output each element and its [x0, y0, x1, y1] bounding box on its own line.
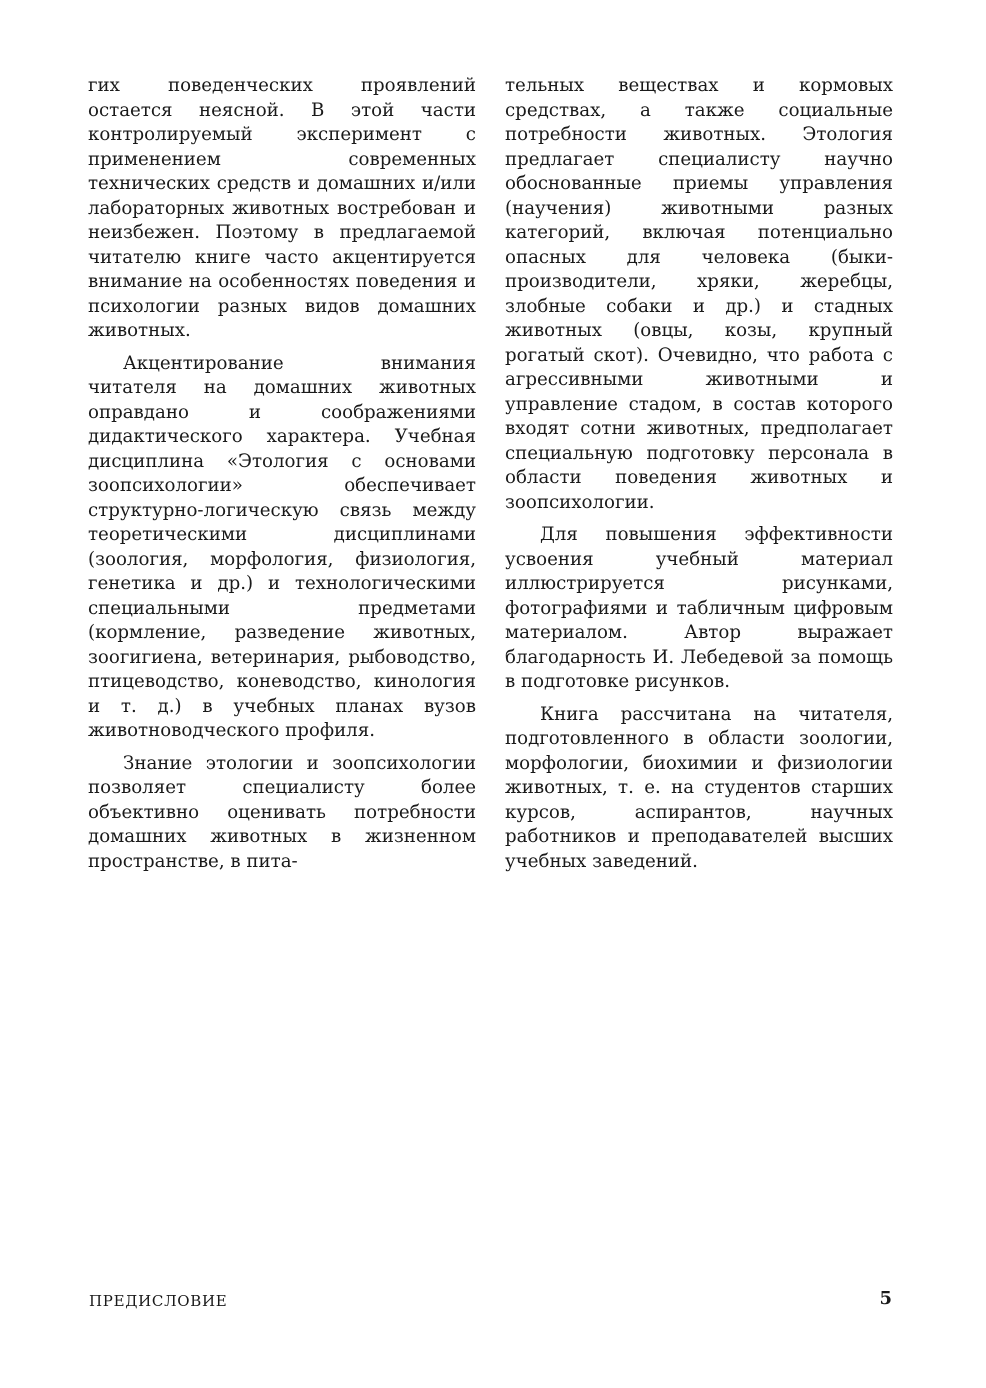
paragraph-continued-right: тельных веществах и кормовых средствах, а также социальные потребности животных. Этология предлагает специалисту научно обоснованные приемы управления (научения) животными разных категорий, включая потенциально опасных для человека (быки-производители, хряки, жеребцы, злобные собаки и др.) и стадных животных (овцы, козы, крупный рогатый скот). Очевидно, что работа с агрессивными животными и управление стадом, в состав которого входят сотни животных, предполагает специальную подготовку персонала в области поведения животных и зоопсихологии. [505, 75, 893, 513]
left-text-column [88, 74, 476, 882]
page-number: 5 [879, 1288, 892, 1309]
paragraph-illustrations: Для повышения эффективности усвоения учебный материал иллюстрируется рисунками, фотографиями и табличным цифровым материалом. Автор выражает благодарность И. Лебедевой за помощь в подготовке рисунков. [505, 524, 893, 692]
paragraph-audience: Книга рассчитана на читателя, подготовленного в области зоологии, морфологии, биохимии и физиологии животных, т. е. на студентов старших курсов, аспирантов, научных работников и преподавателей высших учебных заведений. [505, 703, 893, 872]
right-text-column [505, 74, 893, 882]
paragraph-knowledge-ethology: Знание этологии и зоопсихологии позволяет специалисту более объективно оценивать потребности домашних животных в жизненном пространстве, в пита- [88, 752, 476, 872]
paragraph-continued: гих поведенческих проявлений остается неясной. В этой части контролируемый эксперимент с применением современных технических средств и домашних и/или лабораторных животных востребован и неизбежен. Поэтому в предлагаемой читателю книге часто акцентируется внимание на особенностях поведения и психологии разных видов домашних животных. [88, 75, 476, 341]
paragraph-domestic-animals: Акцентирование внимания читателя на домашних животных оправдано и соображениями дидактического характера. Учебная дисциплина «Этология с основами зоопсихологии» обеспечивает структурно-логическую связь между теоретическими дисциплинами (зоология, морфология, физиология, генетика и др.) и технологическими специальными предметами (кормление, разведение животных, зоогигиена, ветеринария, рыбоводство, птицеводство, коневодство, кинология и т. д.) в учебных планах вузов животноводческого профиля. [88, 352, 476, 741]
running-footer-section-title: ПРЕДИСЛОВИЕ [89, 1292, 228, 1310]
